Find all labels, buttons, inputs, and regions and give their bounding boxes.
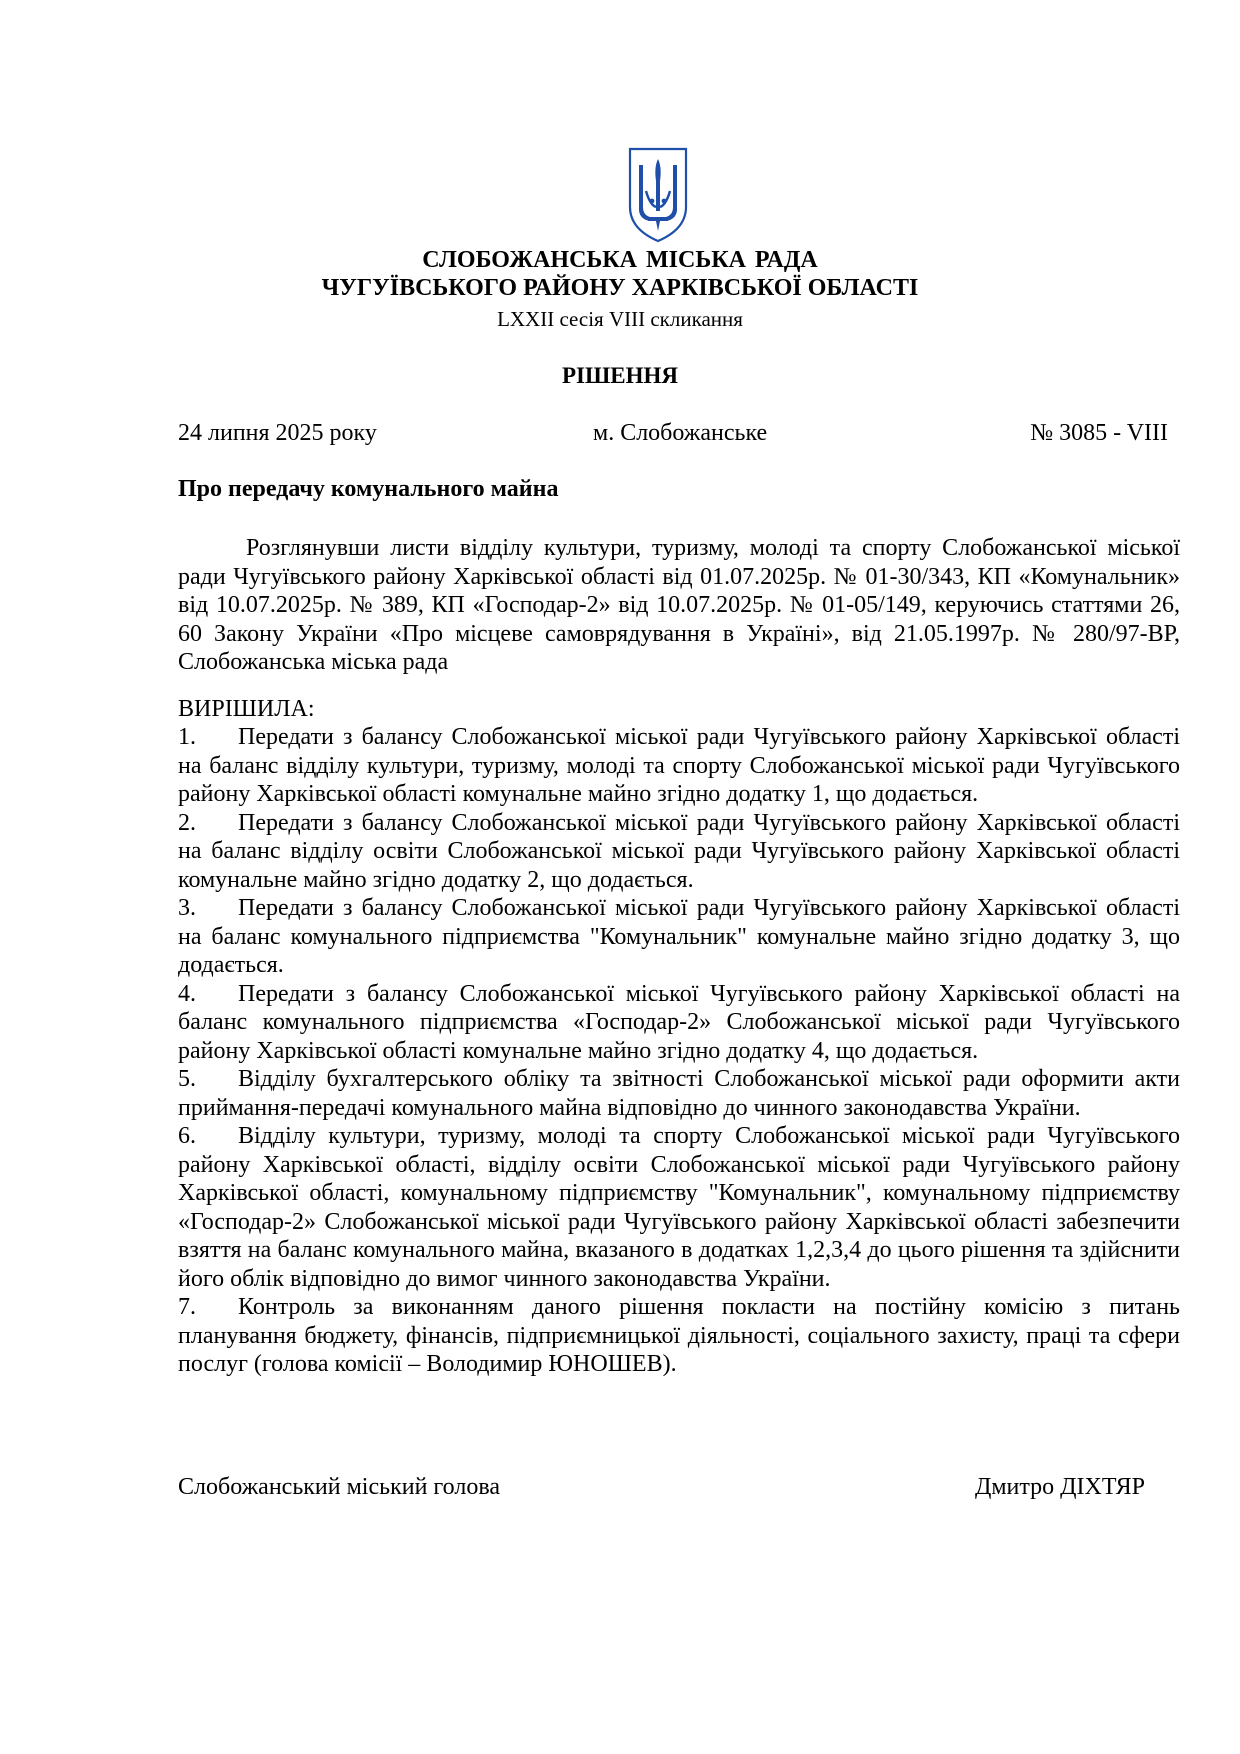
coat-of-arms-trident-icon	[626, 145, 690, 245]
decision-number: № 3085 - VIII	[1030, 420, 1168, 446]
item-text: Передати з балансу Слобожанської міської Чугуївського району Харківської області на баланс комунального підприємства «Господар-2» Слобожанської міської ради Чугуївського району Харківської області комунальне майно згідно додатку 4, що додається.	[178, 980, 1180, 1064]
item-number: 1.	[178, 724, 196, 750]
item-text: Відділу бухгалтерського обліку та звітності Слобожанської міської ради оформити акти приймання-передачі комунального майна відповідно до чинного законодавства України.	[178, 1066, 1180, 1121]
item-text: Передати з балансу Слобожанської міської ради Чугуївського району Харківської області на баланс комунального підприємства "Комунальник" комунальне майно згідно додатку 3, що додається.	[178, 895, 1180, 978]
decision-title: Про передачу комунального майна	[178, 476, 559, 502]
item-number: 2.	[178, 809, 196, 836]
resolution-item	[178, 1065, 1180, 1122]
council-name: СЛОБОЖАНСЬКА МІСЬКА РАДА	[422, 247, 818, 273]
resolution-item	[178, 980, 1180, 1066]
resolution-item	[178, 894, 1180, 980]
resolution-item	[178, 723, 1180, 809]
decision-city: м. Слобожанське	[593, 420, 768, 446]
item-text: Відділу культури, туризму, молоді та спорту Слобожанської міської ради Чугуївського району Харківської області, відділу освіти Слобожанської міської ради Чугуївського району Харківської області, комунальному підприємству "Комунальник", комунальному підприємству «Господар-2» Слобожанської міської ради Чугуївського району Харківської області забезпечити взяття на баланс комунального майна, вказаного в додатках 1,2,3,4 до цього рішення та здійснити його облік відповідно до вимог чинного законодавства України.	[178, 1123, 1180, 1292]
resolution-item	[178, 1293, 1180, 1379]
item-number: 4.	[178, 980, 196, 1007]
document-type: РІШЕННЯ	[562, 363, 678, 388]
district-name: ЧУГУЇВСЬКОГО РАЙОНУ ХАРКІВСЬКОЇ ОБЛАСТІ	[321, 275, 919, 301]
item-number: 6.	[178, 1123, 196, 1149]
item-text: Передати з балансу Слобожанської міської ради Чугуївського району Харківської області на баланс відділу освіти Слобожанської міської ради Чугуївського району Харківської області комунальне майно згідно додатку 2, що додається.	[178, 809, 1180, 893]
session-info: LXXII сесія VIII скликання	[497, 307, 743, 331]
resolution-item	[178, 1122, 1180, 1293]
decision-date: 24 липня 2025 року	[178, 420, 377, 446]
resolution-items	[178, 723, 1180, 1379]
preamble-paragraph: Розглянувши листи відділу культури, туризму, молоді та спорту Слобожанської міської ради Чугуївського району Харківської області від 01.07.2025р. № 01-30/343, КП «Комунальник» від 10.07.2025р. № 389, КП «Господар-2» від 10.07.2025р. № 01-05/149, керуючись статтями 26, 60 Закону України «Про місцеве самоврядування в Україні», від 21.05.1997р. № 280/97-ВР, Слобожанська міська рада	[178, 535, 1180, 675]
resolved-label: ВИРІШИЛА:	[178, 696, 315, 722]
signatory-position: Слобожанський міський голова	[178, 1474, 500, 1500]
item-number: 5.	[178, 1066, 196, 1092]
item-text: Контроль за виконанням даного рішення покласти на постійну комісію з питань планування бюджету, фінансів, підприємницької діяльності, соціального захисту, праці та сфери послуг (голова комісії – Володимир ЮНОШЕВ).	[178, 1294, 1180, 1377]
signatory-name: Дмитро ДІХТЯР	[975, 1474, 1145, 1500]
resolution-item	[178, 809, 1180, 895]
item-number: 3.	[178, 895, 196, 921]
item-text: Передати з балансу Слобожанської міської ради Чугуївського району Харківської області на баланс відділу культури, туризму, молоді та спорту Слобожанської міської ради Чугуївського району Харківської області комунальне майно згідно додатку 1, що додається.	[178, 724, 1180, 807]
item-number: 7.	[178, 1294, 196, 1320]
